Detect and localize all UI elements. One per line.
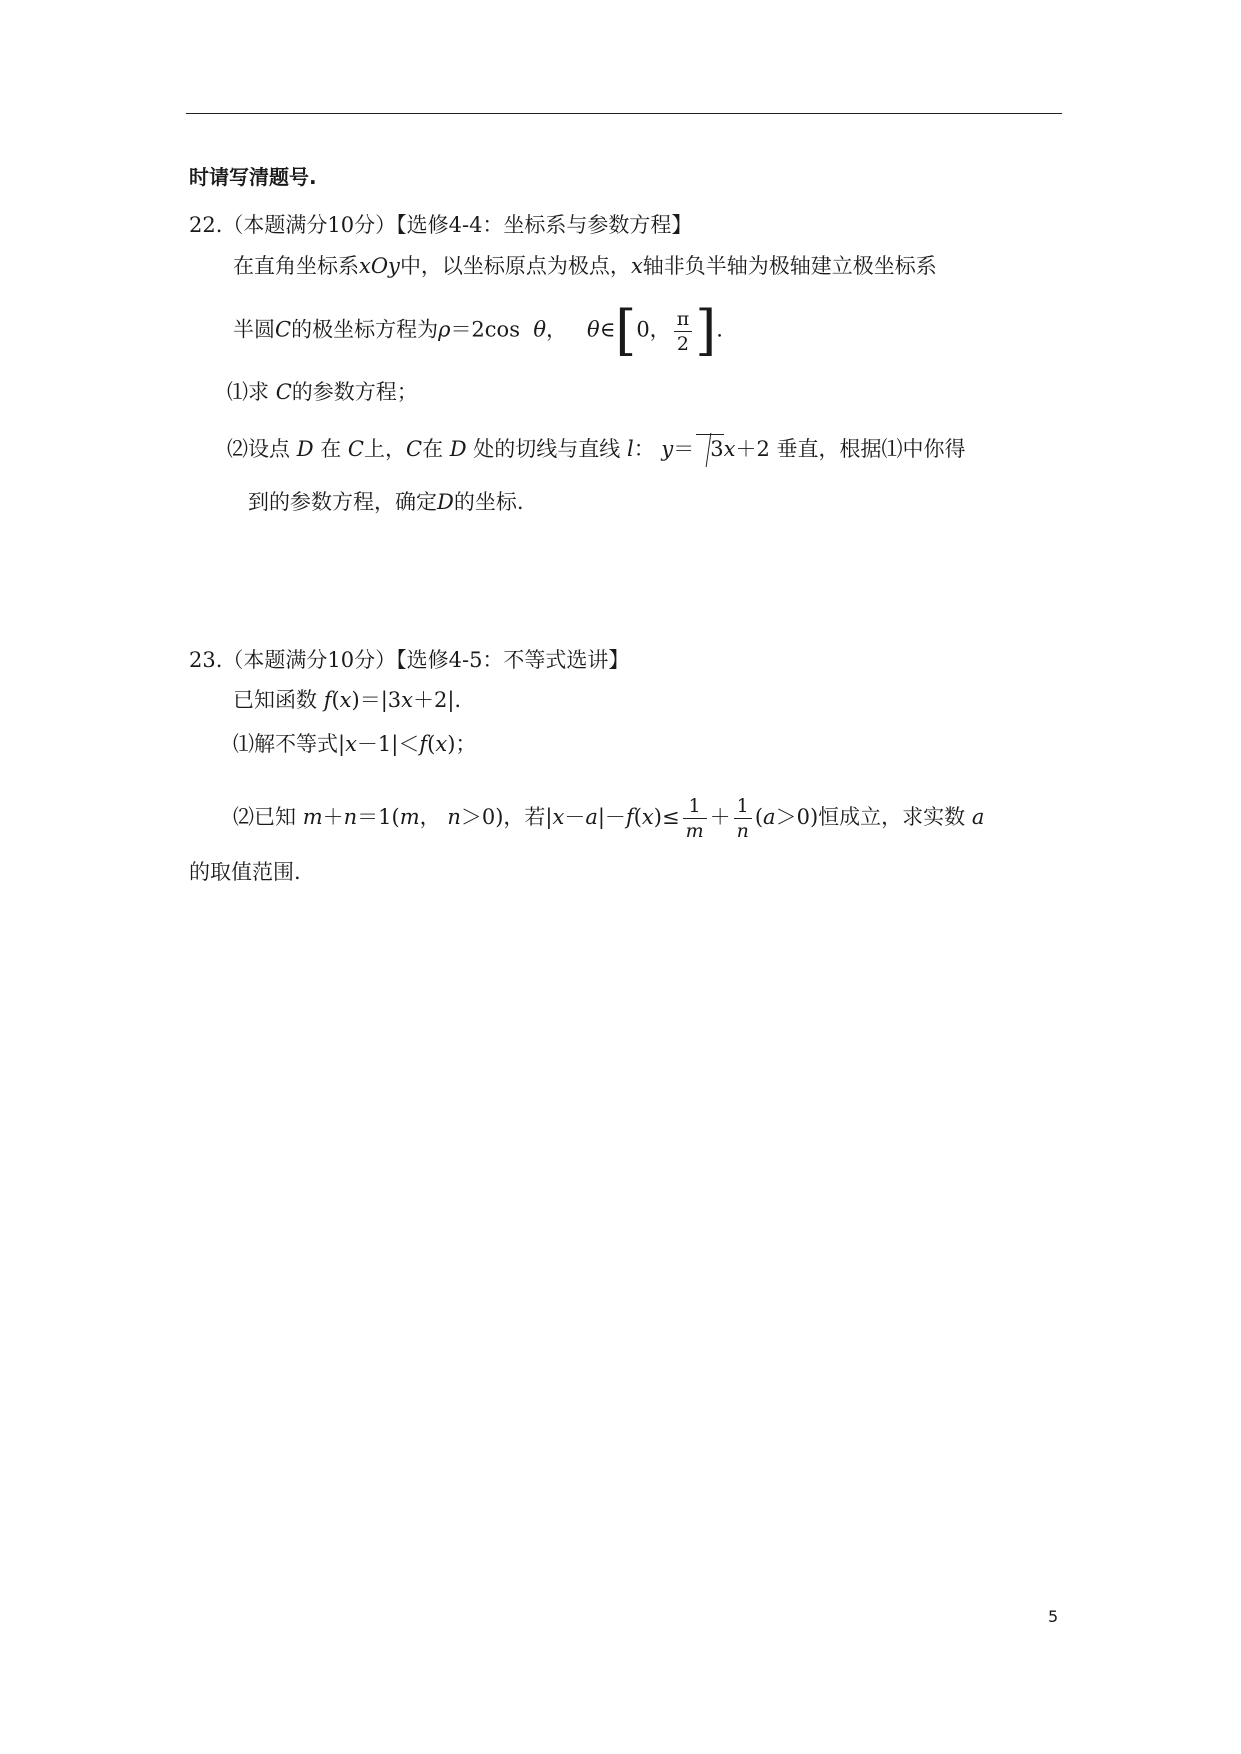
var: l	[626, 437, 634, 461]
q22-line2	[233, 299, 723, 362]
numerator: π	[674, 307, 693, 332]
text: .	[716, 317, 723, 342]
text: |－	[597, 805, 626, 829]
text: ：	[633, 437, 655, 461]
var: y	[661, 437, 674, 461]
denominator: m	[685, 820, 704, 842]
text: )＝|3	[351, 688, 402, 712]
var: C	[405, 437, 423, 461]
text: ＝1(	[357, 805, 400, 829]
q23-part2	[233, 794, 984, 843]
var: D	[449, 437, 467, 461]
var: a	[763, 805, 776, 829]
q23-part2-line2: 的取值范围.	[189, 860, 301, 884]
text: 中，以坐标原点为极点，	[399, 254, 631, 278]
text: ＝	[673, 437, 695, 461]
numerator: 1	[734, 794, 752, 819]
var: D	[437, 490, 454, 514]
var: n	[447, 805, 461, 829]
q23-part1	[233, 730, 476, 758]
text: )；	[447, 732, 477, 756]
var: ρ	[438, 317, 451, 342]
text: )≤	[653, 805, 680, 829]
text: ⑵设点	[227, 437, 290, 461]
fraction	[674, 307, 693, 356]
var: a	[585, 805, 598, 829]
text: －1|＜	[356, 732, 420, 756]
q22-part2	[227, 434, 966, 463]
var: x	[552, 805, 565, 829]
q22-part2-line2	[248, 488, 524, 516]
sqrt	[696, 434, 723, 463]
page-number: 5	[1048, 1607, 1059, 1626]
text: 半圆	[233, 317, 275, 342]
text: 上，	[363, 437, 406, 461]
fraction-1-over-m	[683, 794, 707, 843]
text: ，	[546, 317, 567, 342]
text: 到的参数方程，确定	[248, 490, 437, 514]
text: ⑴解不等式|	[233, 732, 346, 756]
text: ⑴求	[227, 380, 269, 404]
var: θ	[533, 317, 546, 342]
text: (	[331, 688, 340, 712]
text: 0，	[636, 317, 671, 342]
text: 的极坐标方程为	[291, 317, 439, 342]
q22-part1	[227, 378, 418, 406]
text: (	[754, 805, 764, 829]
q22-line1	[233, 252, 937, 280]
continued-instruction: 时请写清题号.	[189, 165, 317, 189]
text: 处的切线与直线	[473, 437, 621, 461]
text: ＋2|.	[413, 688, 462, 712]
var: xOy	[359, 254, 400, 278]
denominator: 2	[676, 332, 689, 355]
left-bracket: [	[615, 299, 637, 362]
numerator: 1	[683, 794, 707, 819]
var: x	[345, 732, 357, 756]
var: x	[723, 437, 736, 461]
text: 轴非负半轴为极轴建立极坐标系	[642, 254, 937, 278]
var: x	[435, 732, 448, 756]
right-bracket: ]	[695, 299, 717, 362]
var: f	[323, 688, 332, 712]
q23-title: 23.（本题满分10分）【选修4-5：不等式选讲】	[189, 648, 630, 672]
text: ＝2cos	[450, 317, 520, 342]
radicand: 3	[710, 437, 724, 461]
text: 的参数方程；	[291, 380, 418, 404]
text: －	[564, 805, 586, 829]
var: f	[419, 732, 428, 756]
var: D	[296, 437, 314, 461]
var: x	[630, 254, 643, 278]
var: θ	[587, 317, 600, 342]
text: 在	[320, 437, 342, 461]
fraction-1-over-n	[734, 794, 752, 843]
text: (	[427, 732, 436, 756]
q22-title: 22.（本题满分10分）【选修4-4：坐标系与参数方程】	[189, 213, 693, 237]
var: a	[971, 805, 985, 829]
header-rule	[186, 113, 1062, 114]
text: 在	[422, 437, 444, 461]
text: ＞0)，若|	[460, 805, 553, 829]
var: x	[339, 688, 352, 712]
text: 已知函数	[233, 688, 317, 712]
var: C	[347, 437, 364, 461]
text: (	[633, 805, 642, 829]
text: ＋	[709, 805, 731, 829]
text: ⑵已知	[233, 805, 296, 829]
var: C	[275, 317, 292, 342]
text: ∈	[599, 317, 616, 342]
var: n	[343, 805, 358, 829]
var: x	[401, 688, 413, 712]
var: m	[399, 805, 420, 829]
var: C	[275, 380, 292, 404]
text: ＋	[322, 805, 344, 829]
text: 的坐标.	[453, 490, 524, 514]
var: x	[641, 805, 654, 829]
text: ＋2 垂直，根据⑴中你得	[735, 437, 966, 461]
denominator: n	[736, 820, 749, 842]
text: ＞0)恒成立，求实数	[775, 805, 966, 829]
text: ，	[419, 805, 441, 829]
text: 在直角坐标系	[233, 254, 359, 278]
var: f	[625, 805, 634, 829]
var: m	[302, 805, 323, 829]
q23-line1	[233, 686, 461, 714]
